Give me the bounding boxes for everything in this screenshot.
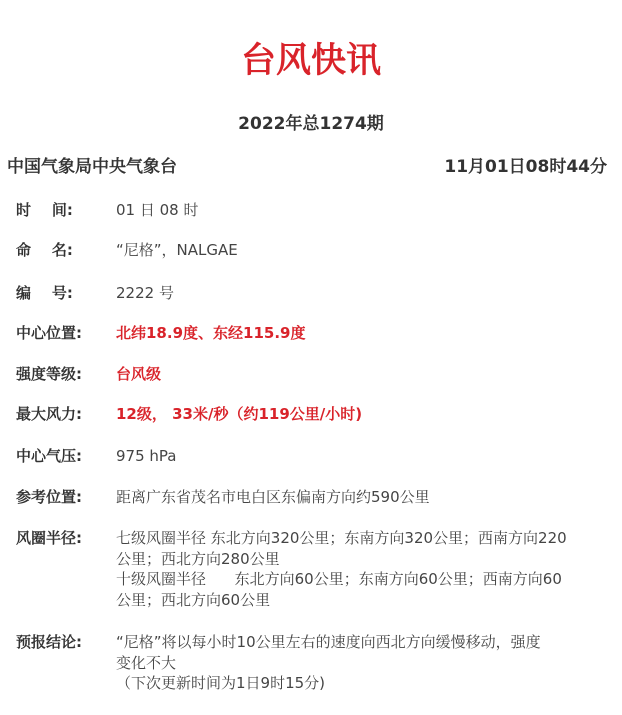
field-label: 编 号:	[16, 284, 73, 302]
field-value: 台风级	[116, 365, 162, 383]
field-label: 强度等级:	[16, 365, 82, 383]
radius-line: 七级风圈半径 东北方向320公里；东南方向320公里；西南方向220	[116, 529, 567, 547]
radius-line: 十级风圈半径 东北方向60公里；东南方向60公里；西南方向60	[116, 570, 562, 588]
field-label: 中心气压:	[16, 447, 82, 465]
field-label: 预报结论:	[16, 633, 82, 651]
field-value	[116, 632, 606, 694]
field-label: 风圈半径:	[16, 529, 82, 547]
radius-line: 公里；西北方向280公里	[116, 549, 280, 568]
field-label: 参考位置:	[16, 488, 82, 506]
field-value: “尼格”，NALGAE	[116, 241, 238, 259]
source-row	[7, 155, 607, 179]
field-label: 中心位置:	[16, 324, 82, 342]
field-value: 975 hPa	[116, 447, 177, 465]
issue-datetime: 11月01日08时44分	[444, 157, 607, 177]
field-label: 最大风力:	[16, 405, 82, 423]
forecast-line: 变化不大	[116, 653, 177, 672]
bulletin-title: 台风快讯	[240, 41, 381, 81]
forecast-line: （下次更新时间为1日9时15分)	[116, 674, 326, 692]
field-value: 12级， 33米/秒（约119公里/小时)	[116, 405, 363, 423]
field-value: 01 日 08 时	[116, 201, 199, 219]
field-value: 距离广东省茂名市电白区东偏南方向约590公里	[116, 488, 430, 506]
source-agency: 中国气象局中央气象台	[7, 157, 177, 177]
forecast-line: “尼格”将以每小时10公里左右的速度向西北方向缓慢移动，强度	[116, 633, 541, 651]
field-label: 命 名:	[16, 241, 73, 259]
issue-number: 2022年总1274期	[238, 114, 384, 134]
radius-line: 公里；西北方向60公里	[116, 590, 271, 609]
field-value	[116, 528, 606, 610]
field-value: 2222 号	[116, 284, 174, 302]
field-value: 北纬18.9度、东经115.9度	[116, 324, 306, 342]
field-label: 时 间:	[16, 201, 73, 219]
